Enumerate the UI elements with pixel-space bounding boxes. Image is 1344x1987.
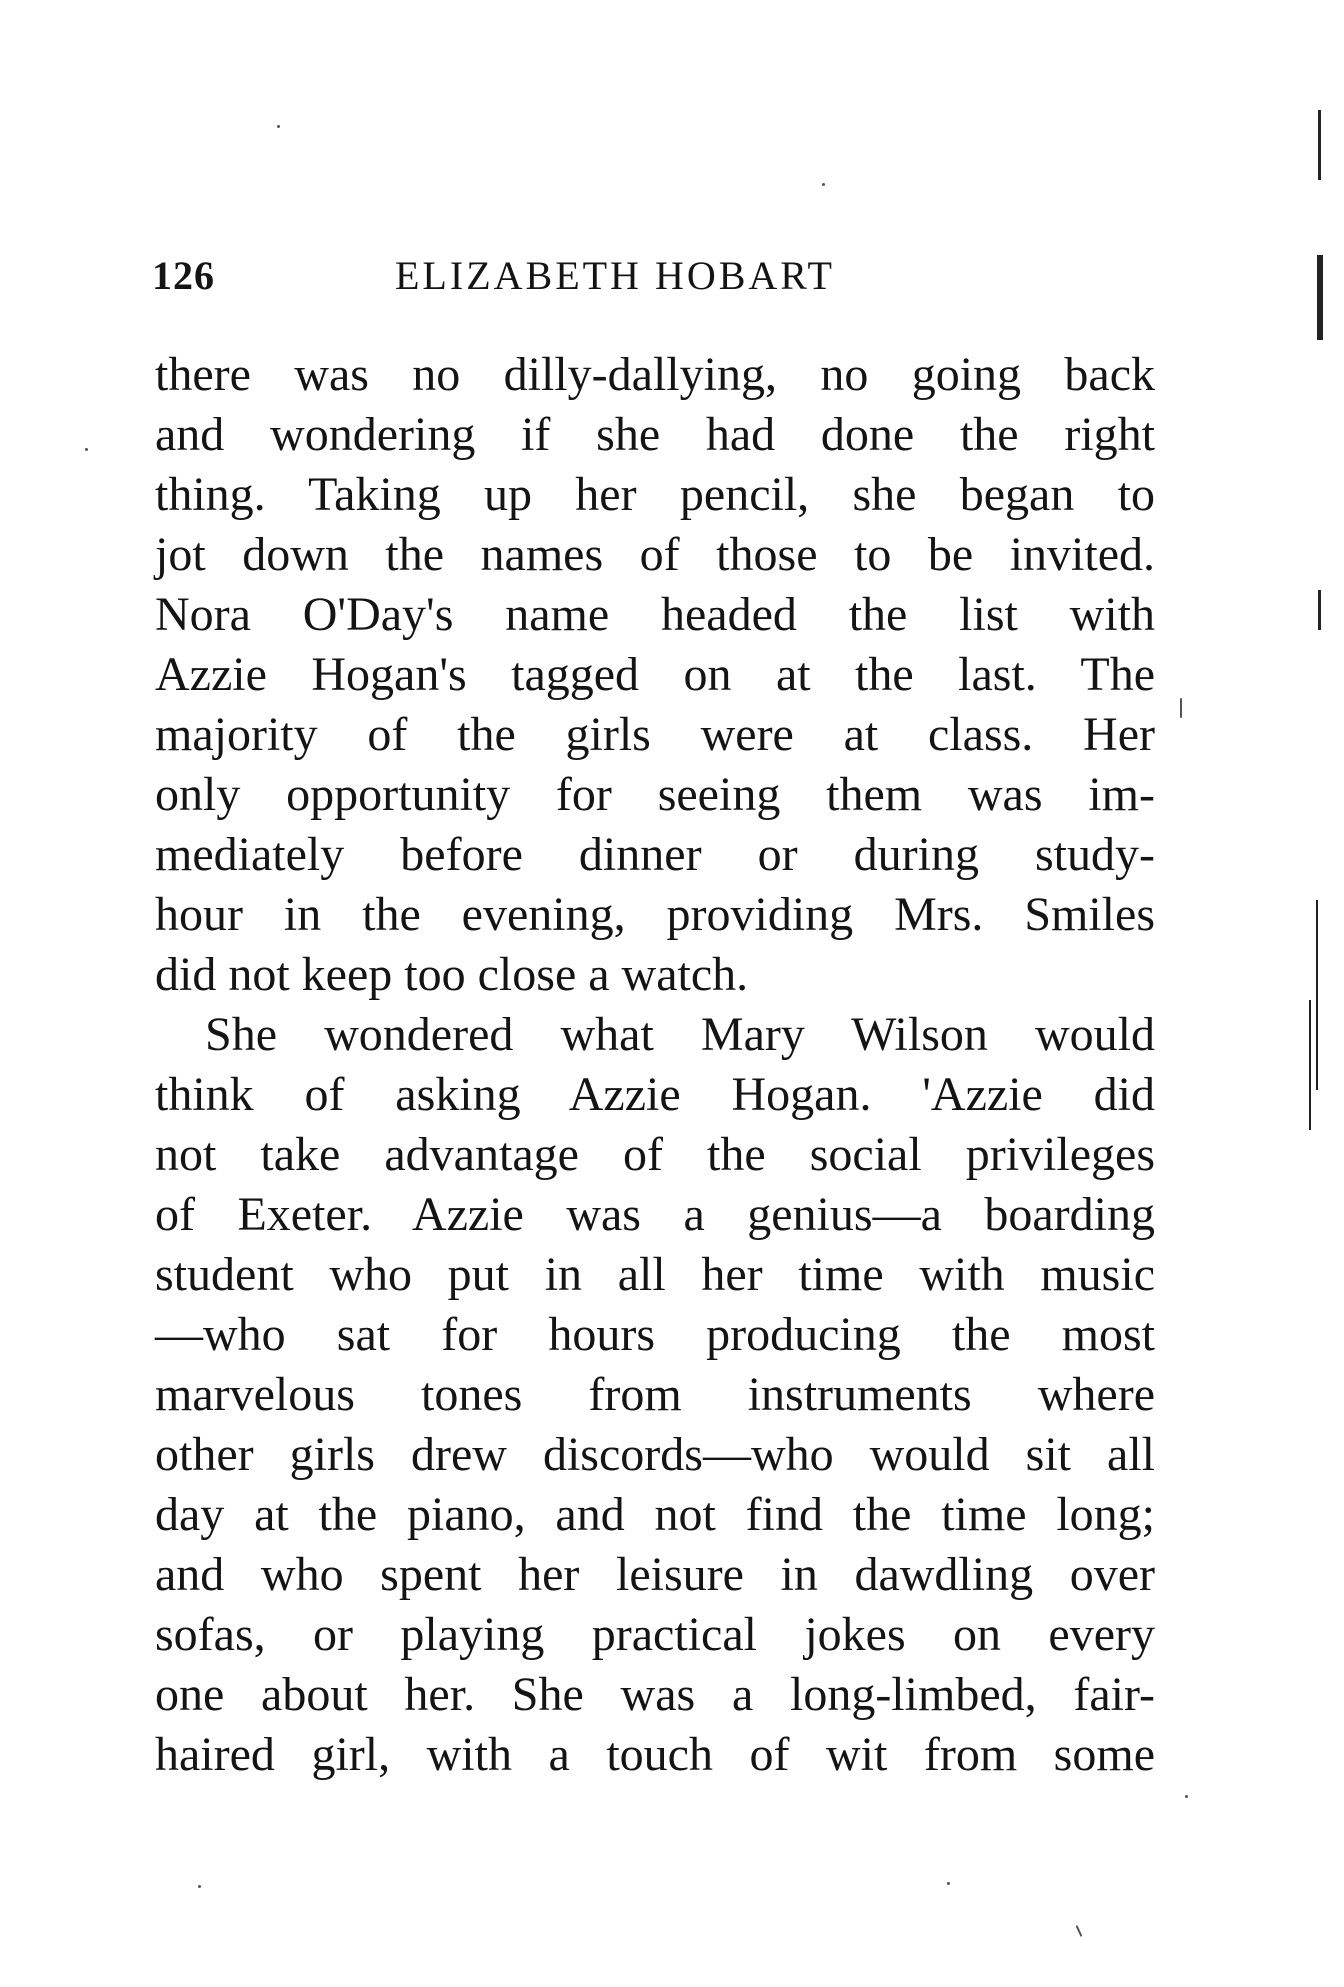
body-text (155, 345, 1155, 1785)
scan-speck (1076, 1925, 1083, 1937)
scan-edge-mark (1317, 255, 1323, 340)
text-line: haired girl, with a touch of wit from some (155, 1728, 1155, 1781)
scan-edge-mark (1318, 590, 1321, 630)
text-line: Nora O'Day's name headed the list with (155, 588, 1155, 641)
text-line: majority of the girls were at class. Her (155, 708, 1155, 761)
scan-speck (947, 1882, 950, 1885)
text-line: only opportunity for seeing them was im- (155, 768, 1155, 821)
text-line: other girls drew discords—who would sit all (155, 1428, 1155, 1481)
text-line: and wondering if she had done the right (155, 408, 1155, 461)
text-line: jot down the names of those to be invited. (155, 528, 1155, 581)
text-line: thing. Taking up her pencil, she began to (155, 468, 1155, 521)
scan-speck (277, 125, 280, 128)
scan-speck (198, 1885, 201, 1888)
text-line: there was no dilly-dallying, no going back (155, 348, 1155, 401)
text-line: —who sat for hours producing the most (155, 1308, 1155, 1361)
scan-speck (1185, 1795, 1188, 1798)
text-line: think of asking Azzie Hogan. 'Azzie did (155, 1068, 1155, 1121)
running-title: ELIZABETH HOBART (395, 253, 835, 298)
text-line: one about her. She was a long-limbed, fair- (155, 1668, 1155, 1721)
text-line: mediately before dinner or during study- (155, 828, 1155, 881)
page-header (152, 252, 1152, 302)
scan-speck (85, 448, 88, 451)
text-line: Azzie Hogan's tagged on at the last. The (155, 648, 1155, 701)
scan-speck (1180, 698, 1182, 718)
text-line: hour in the evening, providing Mrs. Smiles (155, 888, 1155, 941)
scan-edge-mark (1316, 900, 1318, 1090)
text-line: student who put in all her time with music (155, 1248, 1155, 1301)
text-line: marvelous tones from instruments where (155, 1368, 1155, 1421)
text-line: of Exeter. Azzie was a genius—a boarding (155, 1188, 1155, 1241)
page-number: 126 (152, 253, 215, 298)
text-line: day at the piano, and not find the time long; (155, 1488, 1155, 1541)
paragraph-end-line: did not keep too close a watch. (155, 948, 749, 1001)
paragraph-start-line: She wondered what Mary Wilson would (205, 1008, 1155, 1061)
text-line: sofas, or playing practical jokes on every (155, 1608, 1155, 1661)
scan-edge-mark (1309, 1000, 1311, 1130)
scan-edge-mark (1318, 110, 1321, 180)
text-line: not take advantage of the social privileges (155, 1128, 1155, 1181)
text-line: and who spent her leisure in dawdling over (155, 1548, 1155, 1601)
scan-speck (822, 183, 825, 186)
